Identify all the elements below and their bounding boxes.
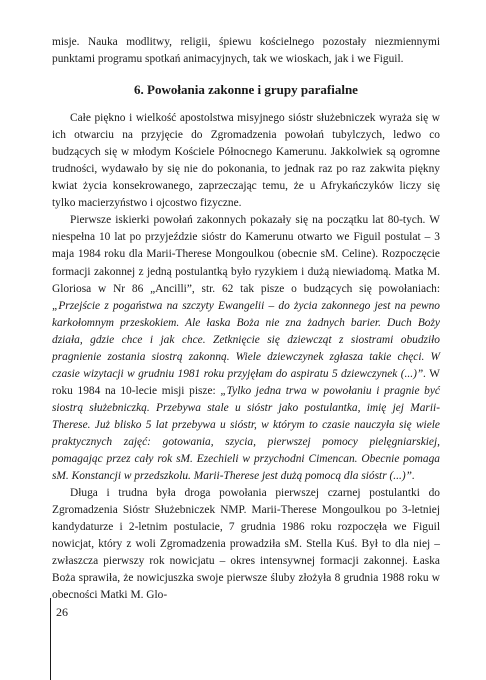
section-heading: 6. Powołania zakonne i grupy parafialne bbox=[134, 82, 358, 98]
paragraph-2 bbox=[52, 212, 440, 485]
page-number: 26 bbox=[56, 605, 68, 619]
paragraph-2-text-b: W roku 1984 na 10-lecie misji pisze: bbox=[52, 367, 440, 397]
quote-gloriosa-1984: „Tylko jedna trwa w powołaniu i pragnie być siostrą służebniczką. Przebywa stale u sióstr jako postulantka, imię jej Marii-Therese. Już blisko 5 lat przebywa u sióstr, w którym to czasie nauczyła się wiele praktycznych zajęć: gotowania, szycia, pierwszej pomocy pielęgniarskiej, pomagając przez cały rok sM. Ezechieli w przychodni Cimencan. Obecnie pomaga sM. Konstancji w przedszkolu. Marii-Therese jest dużą pomocą dla sióstr (...)”. bbox=[52, 384, 440, 483]
body-text bbox=[52, 34, 440, 604]
paragraph-2-text-a: Pierwsze iskierki powołań zakonnych pokazały się na początku lat 80-tych. W niespełna 10 lat po przyjeździe sióstr do Kamerunu otwarto we Figuil postulat – 3 maja 1984 roku dla Marii-Therese Mongoulkou (obecnie sM. Celine). Rozpoczęcie formacji zakonnej z jedną postulantką było ryzykiem i dużą niewiadomą. Matka M. Gloriosa w Nr 86 „Ancilli”, str. 62 tak pisze o budzących się powołaniach: bbox=[52, 214, 440, 295]
paragraph-3: Długa i trudna była droga powołania pierwszej czarnej postulantki do Zgromadzenia Sióstr Służebniczek NMP. Marii-Therese Mongoulkou po 3-letniej kandydaturze i 2-letnim postulacie, 7 grudnia 1986 roku rozpoczęła we Figuil nowicjat, który z woli Zgromadzenia prowadziła sM. Stella Kuś. Był to dla niej – zwłaszcza pierwszy rok nowicjatu – okres intensywnej formacji zakonnej. Łaska Boża sprawiła, że nowicjuszka swoje pierwsze śluby złożyła 8 grudnia 1988 roku w obecności Matki M. Glo- bbox=[52, 487, 440, 602]
top-paragraph: misje. Nauka modlitwy, religii, śpiewu kościelnego pozostały niezmiennymi punktami programu spotkań animacyjnych, tak we wioskach, jak i we Figuil. bbox=[52, 36, 440, 66]
page-number-rule bbox=[50, 598, 51, 680]
quote-gloriosa-1981: „Przejście z pogaństwa na szczyty Ewangelii – do życia zakonnego jest na pewno karkołomnym przeskokiem. Ale łaska Boża nie zna żadnych barier. Duch Boży działa, gdzie chce i jak chce. Zetknięcie się dziewcząt z siostrami obudziło pragnienie zostania siostrą zakonną. Wiele dziewczynek zgłasza takie chęci. W czasie wizytacji w grudniu 1981 roku przyjęłam do aspiratu 5 dziewczynek (...)”. bbox=[52, 299, 440, 380]
paragraph-1: Całe piękno i wielkość apostolstwa misyjnego sióstr służebniczek wyraża się w ich otwarciu na przyjęcie do Zgromadzenia powołań tubylczych, ledwo co budzących się w młodym Kościele Północnego Kamerunu. Jakkolwiek są ogromne trudności, wydawało by się nie do pokonania, to jednak raz po raz zakwita piękny kwiat życia konsekrowanego, zaprzeczając temu, że u Afrykańczyków liczy się tylko macierzyństwo i ojcostwo fizyczne. bbox=[52, 112, 440, 210]
